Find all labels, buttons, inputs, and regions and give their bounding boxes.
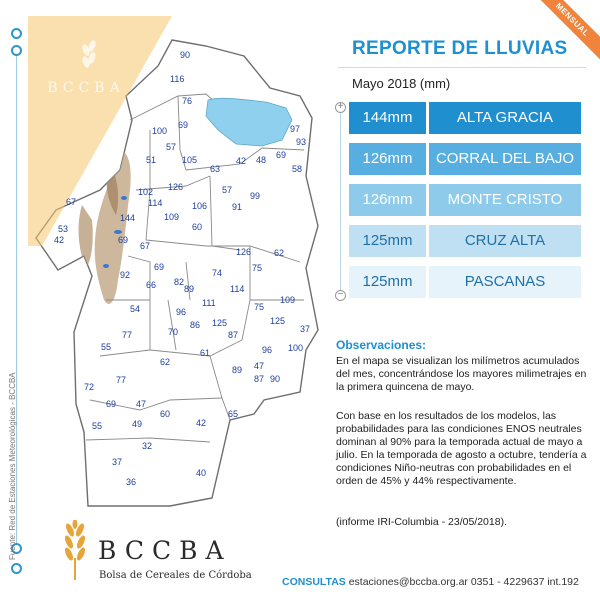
station-value-label: 75 <box>254 302 265 312</box>
station-value-label: 55 <box>101 342 112 352</box>
station-value-label: 55 <box>92 421 103 431</box>
ranking-place: CORRAL DEL BAJO <box>429 143 581 175</box>
station-value-label: 102 <box>138 187 154 197</box>
ranking-value: 126mm <box>349 184 426 216</box>
report-subtitle: Mayo 2018 (mm) <box>352 76 451 91</box>
ranking-row <box>349 143 581 175</box>
station-value-label: 47 <box>136 399 147 409</box>
station-value-label: 36 <box>126 477 137 487</box>
station-value-label: 32 <box>142 441 153 451</box>
station-value-label: 97 <box>290 124 301 134</box>
minus-icon: − <box>335 290 346 301</box>
station-value-label: 93 <box>296 137 307 147</box>
station-value-label: 60 <box>192 222 203 232</box>
station-value-label: 51 <box>146 155 157 165</box>
ranking-value: 125mm <box>349 225 426 257</box>
station-value-label: 109 <box>164 212 180 222</box>
station-value-label: 37 <box>300 324 311 334</box>
ranking-row <box>349 225 581 257</box>
station-value-label: 114 <box>148 198 163 208</box>
station-value-label: 74 <box>212 268 223 278</box>
station-value-label: 37 <box>112 457 123 467</box>
station-value-label: 42 <box>54 235 65 245</box>
station-value-label: 69 <box>178 120 189 130</box>
station-value-label: 69 <box>154 262 165 272</box>
ranking-value: 144mm <box>349 102 426 134</box>
station-value-label: 75 <box>252 263 263 273</box>
station-value-label: 63 <box>210 164 221 174</box>
station-value-label: 100 <box>152 126 168 136</box>
station-value-label: 109 <box>280 295 296 305</box>
ranking-place: PASCANAS <box>429 266 581 298</box>
source-note: Fuente: Red de Estaciones Meteorológicas - BCCBA <box>8 372 17 560</box>
station-value-label: 106 <box>192 201 208 211</box>
observations-paragraph: Con base en los resultados de los modelos, las probabilidades para las condiciones ENOS neutrales dominan al 90% para la temporada actual de mayo a julio. En la temporada de agosto a octubre, tendería a condiciones Niño-neutras con probabilidades en el orden de 45% y 44% respectivamente. <box>336 410 587 487</box>
station-value-label: 125 <box>270 316 286 326</box>
station-value-label: 99 <box>250 191 261 201</box>
brand-subtitle: Bolsa de Cereales de Córdoba <box>99 570 252 581</box>
ranking-value: 126mm <box>349 143 426 175</box>
contact-label: CONSULTAS <box>282 576 346 588</box>
station-value-label: 67 <box>66 197 77 207</box>
station-value-label: 72 <box>84 382 95 392</box>
ranking-value: 125mm <box>349 266 426 298</box>
station-value-label: 66 <box>146 280 157 290</box>
station-value-label: 89 <box>184 284 195 294</box>
observations-title: Observaciones: <box>336 338 427 352</box>
station-value-label: 92 <box>120 270 131 280</box>
ranking-row <box>349 184 581 216</box>
report-title: REPORTE DE LLUVIAS <box>352 38 568 59</box>
station-value-label: 89 <box>232 365 243 375</box>
station-value-label: 126 <box>236 247 252 257</box>
title-divider <box>338 67 586 68</box>
station-value-label: 86 <box>190 320 201 330</box>
svg-text:BCCBA: BCCBA <box>47 80 125 96</box>
station-value-label: 69 <box>118 235 129 245</box>
station-value-label: 60 <box>160 409 171 419</box>
station-value-label: 126 <box>168 182 184 192</box>
station-value-label: 96 <box>262 345 273 355</box>
observations-source: (informe IRI-Columbia - 23/05/2018). <box>336 516 507 528</box>
ranking-place: MONTE CRISTO <box>429 184 581 216</box>
contact-line <box>282 576 579 588</box>
station-value-label: 62 <box>274 248 285 258</box>
station-value-label: 114 <box>230 284 245 294</box>
station-value-label: 69 <box>276 150 287 160</box>
station-value-label: 105 <box>182 155 198 165</box>
station-value-label: 49 <box>132 419 143 429</box>
observations-paragraph: En el mapa se visualizan los milímetros acumulados del mes, concentrándose los mayores milimetrajes en la primera quincena de mayo. <box>336 355 587 393</box>
station-value-label: 116 <box>170 74 185 84</box>
station-value-label: 96 <box>176 307 187 317</box>
ranking-place: CRUZ ALTA <box>429 225 581 257</box>
station-value-label: 67 <box>140 241 151 251</box>
station-value-label: 91 <box>232 202 243 212</box>
station-value-label: 111 <box>202 298 216 308</box>
station-value-label: 54 <box>130 304 141 314</box>
station-value-label: 77 <box>122 330 133 340</box>
station-value-label: 58 <box>292 164 303 174</box>
ribbon-label: MENSUAL <box>531 0 600 61</box>
station-value-label: 47 <box>254 361 265 371</box>
station-value-label: 77 <box>116 375 127 385</box>
station-value-label: 62 <box>160 357 171 367</box>
ranking-row <box>349 266 581 298</box>
station-value-label: 48 <box>256 155 267 165</box>
station-value-label: 87 <box>254 374 265 384</box>
station-value-label: 90 <box>270 374 281 384</box>
station-value-label: 61 <box>200 348 211 358</box>
station-value-label: 57 <box>166 142 177 152</box>
station-value-label: 53 <box>58 224 69 234</box>
brand-logo-text: BCCBA <box>98 536 232 565</box>
station-value-label: 100 <box>288 343 304 353</box>
ranking-rail <box>340 108 341 296</box>
station-value-label: 42 <box>196 418 207 428</box>
station-value-label: 125 <box>212 318 228 328</box>
station-value-label: 65 <box>228 409 239 419</box>
station-value-label: 57 <box>222 185 233 195</box>
station-value-label: 70 <box>168 327 179 337</box>
rainfall-map <box>0 0 330 520</box>
station-value-label: 42 <box>236 156 247 166</box>
ranking-place: ALTA GRACIA <box>429 102 581 134</box>
ranking-row <box>349 102 581 134</box>
wheat-logo-icon <box>58 520 94 582</box>
station-value-label: 90 <box>180 50 191 60</box>
station-value-label: 144 <box>120 213 136 223</box>
station-value-label: 82 <box>174 277 185 287</box>
station-value-label: 87 <box>228 330 239 340</box>
contact-details: estaciones@bccba.org.ar 0351 - 4229637 int.192 <box>348 576 579 588</box>
station-value-label: 69 <box>106 399 117 409</box>
rail-dot-icon <box>11 563 22 574</box>
station-value-label: 76 <box>182 96 193 106</box>
plus-icon: + <box>335 102 346 113</box>
station-value-label: 40 <box>196 468 207 478</box>
